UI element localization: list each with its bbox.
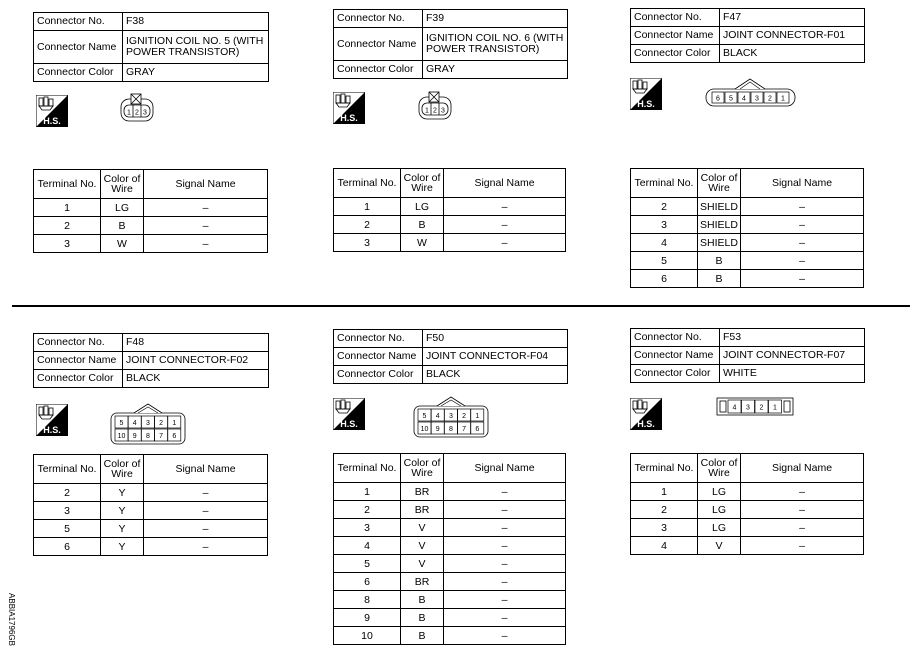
terminal-no-cell: 1 xyxy=(34,199,101,217)
connector-no-label: Connector No. xyxy=(334,10,423,28)
terminal-no-cell: 5 xyxy=(34,520,101,538)
pin-label: 4 xyxy=(132,420,137,427)
terminal-no-header: Terminal No. xyxy=(631,169,698,198)
connector-name-value: IGNITION COIL NO. 5 (WITH POWER TRANSISTOR) xyxy=(123,31,269,64)
connector-color-value: BLACK xyxy=(423,366,568,384)
signal-name-cell: – xyxy=(444,483,566,501)
table-row xyxy=(631,270,864,288)
terminal-no-cell: 2 xyxy=(334,501,401,519)
section-divider xyxy=(12,305,910,307)
pin-label: 5 xyxy=(119,420,124,427)
svg-text:H.S.: H.S. xyxy=(43,116,61,126)
pin-label: 3 xyxy=(755,95,759,103)
wire-color-cell: V xyxy=(401,537,444,555)
pin-label: 1 xyxy=(781,95,785,103)
signal-name-cell: – xyxy=(444,555,566,573)
table-row xyxy=(631,234,864,252)
wire-color-cell: W xyxy=(401,234,444,252)
connector-name-value: JOINT CONNECTOR-F07 xyxy=(720,347,865,365)
color-of-wire-header: Color of Wire xyxy=(101,455,144,484)
table-row xyxy=(34,502,268,520)
signal-name-cell: – xyxy=(444,573,566,591)
wire-color-cell: Y xyxy=(101,484,144,502)
pin-label: 1 xyxy=(172,420,177,427)
connector-name-value: JOINT CONNECTOR-F02 xyxy=(123,352,269,370)
wire-color-cell: V xyxy=(698,537,741,555)
wire-color-cell: B xyxy=(698,252,741,270)
table-row xyxy=(631,537,864,555)
connector-name-label: Connector Name xyxy=(34,352,123,370)
connector-color-label: Connector Color xyxy=(334,366,423,384)
wire-color-cell: SHIELD xyxy=(698,216,741,234)
connector-name-label: Connector Name xyxy=(334,28,423,61)
signal-name-header: Signal Name xyxy=(444,169,566,198)
table-row xyxy=(334,483,566,501)
connector-face-diagram xyxy=(418,91,452,121)
connector-color-value: BLACK xyxy=(123,370,269,388)
terminal-no-header: Terminal No. xyxy=(631,454,698,483)
table-row xyxy=(34,199,268,217)
signal-name-cell: – xyxy=(444,519,566,537)
table-row xyxy=(34,484,268,502)
signal-name-cell: – xyxy=(444,216,566,234)
pin-label: 10 xyxy=(420,426,429,433)
terminal-no-cell: 2 xyxy=(631,501,698,519)
connector-name-label: Connector Name xyxy=(631,347,720,365)
pin-label: 8 xyxy=(145,433,150,440)
pin-label: 2 xyxy=(759,404,764,412)
signal-name-cell: – xyxy=(741,234,864,252)
connector-name-value: IGNITION COIL NO. 6 (WITH POWER TRANSISTOR) xyxy=(423,28,568,61)
terminal-no-cell: 5 xyxy=(334,555,401,573)
pin-label: 1 xyxy=(127,109,131,117)
harness-side-icon xyxy=(630,398,662,430)
pin-label: 2 xyxy=(135,109,139,117)
signal-name-cell: – xyxy=(144,538,268,556)
table-row xyxy=(334,537,566,555)
signal-name-header: Signal Name xyxy=(444,454,566,483)
connector-no-value: F39 xyxy=(423,10,568,28)
connector-face-diagram xyxy=(705,77,797,107)
wire-color-cell: LG xyxy=(401,198,444,216)
connector-face-diagram xyxy=(110,403,186,445)
terminal-no-cell: 1 xyxy=(334,483,401,501)
signal-name-header: Signal Name xyxy=(741,169,864,198)
terminal-no-cell: 4 xyxy=(334,537,401,555)
pin-label: 3 xyxy=(145,420,150,427)
terminal-no-cell: 3 xyxy=(334,519,401,537)
table-row xyxy=(34,235,268,253)
terminal-no-cell: 6 xyxy=(631,270,698,288)
svg-text:H.S.: H.S. xyxy=(340,113,358,123)
wire-color-cell: B xyxy=(401,216,444,234)
signal-name-cell: – xyxy=(144,484,268,502)
pin-label: 5 xyxy=(422,413,427,420)
terminal-no-cell: 3 xyxy=(34,502,101,520)
table-row xyxy=(34,217,268,235)
table-row xyxy=(34,538,268,556)
connector-color-label: Connector Color xyxy=(334,61,423,79)
table-row xyxy=(334,216,566,234)
figure-code: ABBIA1796GB xyxy=(6,593,16,646)
signal-name-cell: – xyxy=(741,216,864,234)
pin-label: 7 xyxy=(462,426,467,433)
table-row xyxy=(334,501,566,519)
signal-name-header: Signal Name xyxy=(144,455,268,484)
signal-name-cell: – xyxy=(144,217,268,235)
terminal-no-cell: 1 xyxy=(631,483,698,501)
connector-info-table xyxy=(33,12,269,82)
pin-label: 5 xyxy=(729,95,733,103)
terminal-no-cell: 2 xyxy=(34,217,101,235)
pin-label: 4 xyxy=(732,404,737,412)
connector-color-label: Connector Color xyxy=(631,45,720,63)
connector-no-label: Connector No. xyxy=(631,329,720,347)
connector-color-value: WHITE xyxy=(720,365,865,383)
table-row xyxy=(334,198,566,216)
wire-color-cell: B xyxy=(401,591,444,609)
pin-label: 7 xyxy=(159,433,164,440)
connector-no-value: F47 xyxy=(720,9,865,27)
signal-name-cell: – xyxy=(444,501,566,519)
pin-label: 2 xyxy=(462,413,467,420)
connector-color-label: Connector Color xyxy=(34,64,123,82)
signal-name-cell: – xyxy=(444,234,566,252)
table-row xyxy=(334,609,566,627)
connector-face-diagram xyxy=(120,93,154,123)
color-of-wire-header: Color of Wire xyxy=(401,454,444,483)
pin-label: 10 xyxy=(117,433,126,440)
wire-color-cell: Y xyxy=(101,520,144,538)
terminal-no-cell: 6 xyxy=(334,573,401,591)
connector-color-value: GRAY xyxy=(423,61,568,79)
terminal-no-cell: 5 xyxy=(631,252,698,270)
connector-color-value: BLACK xyxy=(720,45,865,63)
harness-side-icon xyxy=(36,95,68,127)
table-row xyxy=(631,216,864,234)
signal-name-cell: – xyxy=(741,483,864,501)
connector-color-label: Connector Color xyxy=(631,365,720,383)
signal-name-cell: – xyxy=(144,502,268,520)
terminal-table xyxy=(33,454,268,556)
terminal-table xyxy=(333,168,566,252)
wire-color-cell: LG xyxy=(698,483,741,501)
connector-info-table xyxy=(333,329,568,384)
terminal-no-cell: 8 xyxy=(334,591,401,609)
table-row xyxy=(334,519,566,537)
table-row xyxy=(631,501,864,519)
pin-label: 6 xyxy=(172,433,177,440)
pin-label: 1 xyxy=(425,107,429,115)
table-row xyxy=(334,627,566,645)
signal-name-header: Signal Name xyxy=(144,170,268,199)
connector-color-value: GRAY xyxy=(123,64,269,82)
connector-no-value: F48 xyxy=(123,334,269,352)
pin-label: 8 xyxy=(448,426,453,433)
terminal-no-cell: 3 xyxy=(631,519,698,537)
color-of-wire-header: Color of Wire xyxy=(401,169,444,198)
signal-name-cell: – xyxy=(741,270,864,288)
signal-name-cell: – xyxy=(444,627,566,645)
terminal-no-cell: 3 xyxy=(34,235,101,253)
wire-color-cell: W xyxy=(101,235,144,253)
wire-color-cell: V xyxy=(401,519,444,537)
signal-name-cell: – xyxy=(444,537,566,555)
connector-no-value: F50 xyxy=(423,330,568,348)
connector-no-label: Connector No. xyxy=(631,9,720,27)
pin-label: 9 xyxy=(435,426,440,433)
wire-color-cell: LG xyxy=(698,501,741,519)
terminal-table xyxy=(333,453,566,645)
wire-color-cell: Y xyxy=(101,538,144,556)
signal-name-cell: – xyxy=(144,520,268,538)
terminal-no-header: Terminal No. xyxy=(34,455,101,484)
terminal-no-cell: 6 xyxy=(34,538,101,556)
connector-name-label: Connector Name xyxy=(34,31,123,64)
signal-name-cell: – xyxy=(444,198,566,216)
terminal-no-cell: 2 xyxy=(34,484,101,502)
table-row xyxy=(631,198,864,216)
wire-color-cell: BR xyxy=(401,501,444,519)
table-row xyxy=(334,573,566,591)
signal-name-cell: – xyxy=(741,519,864,537)
signal-name-header: Signal Name xyxy=(741,454,864,483)
signal-name-cell: – xyxy=(144,235,268,253)
harness-side-icon xyxy=(333,92,365,124)
terminal-no-header: Terminal No. xyxy=(334,454,401,483)
pin-label: 2 xyxy=(433,107,437,115)
pin-label: 1 xyxy=(475,413,480,420)
pin-label: 3 xyxy=(441,107,445,115)
wire-color-cell: B xyxy=(401,609,444,627)
connector-name-label: Connector Name xyxy=(631,27,720,45)
pin-label: 3 xyxy=(746,404,750,412)
table-row xyxy=(334,555,566,573)
wire-color-cell: SHIELD xyxy=(698,234,741,252)
terminal-no-cell: 4 xyxy=(631,234,698,252)
wire-color-cell: Y xyxy=(101,502,144,520)
pin-label: 4 xyxy=(742,95,746,103)
connector-no-value: F38 xyxy=(123,13,269,31)
terminal-no-cell: 3 xyxy=(631,216,698,234)
pin-label: 4 xyxy=(435,413,440,420)
pin-label: 6 xyxy=(716,95,720,103)
signal-name-cell: – xyxy=(741,501,864,519)
table-row xyxy=(631,483,864,501)
connector-no-label: Connector No. xyxy=(34,334,123,352)
pin-label: 3 xyxy=(143,109,147,117)
wire-color-cell: BR xyxy=(401,573,444,591)
harness-side-icon xyxy=(36,404,68,436)
connector-info-table xyxy=(630,8,865,63)
connector-no-label: Connector No. xyxy=(334,330,423,348)
color-of-wire-header: Color of Wire xyxy=(698,169,741,198)
signal-name-cell: – xyxy=(741,198,864,216)
terminal-no-header: Terminal No. xyxy=(334,169,401,198)
terminal-table xyxy=(630,168,864,288)
table-row xyxy=(631,252,864,270)
wire-color-cell: SHIELD xyxy=(698,198,741,216)
terminal-no-cell: 2 xyxy=(631,198,698,216)
wire-color-cell: V xyxy=(401,555,444,573)
terminal-no-header: Terminal No. xyxy=(34,170,101,199)
table-row xyxy=(334,234,566,252)
table-row xyxy=(334,591,566,609)
svg-text:H.S.: H.S. xyxy=(637,99,655,109)
connector-face-diagram xyxy=(413,396,489,438)
terminal-no-cell: 9 xyxy=(334,609,401,627)
svg-text:H.S.: H.S. xyxy=(43,425,61,435)
connector-no-value: F53 xyxy=(720,329,865,347)
color-of-wire-header: Color of Wire xyxy=(698,454,741,483)
pin-label: 9 xyxy=(132,433,137,440)
wire-color-cell: B xyxy=(101,217,144,235)
terminal-table xyxy=(33,169,268,253)
signal-name-cell: – xyxy=(741,537,864,555)
signal-name-cell: – xyxy=(741,252,864,270)
connector-face-diagram xyxy=(716,397,794,417)
pin-label: 6 xyxy=(475,426,480,433)
connector-no-label: Connector No. xyxy=(34,13,123,31)
connector-name-value: JOINT CONNECTOR-F01 xyxy=(720,27,865,45)
pin-label: 3 xyxy=(448,413,453,420)
wire-color-cell: B xyxy=(698,270,741,288)
signal-name-cell: – xyxy=(144,199,268,217)
svg-text:H.S.: H.S. xyxy=(637,419,655,429)
connector-info-table xyxy=(630,328,865,383)
signal-name-cell: – xyxy=(444,591,566,609)
wire-color-cell: LG xyxy=(698,519,741,537)
connector-info-table xyxy=(33,333,269,388)
harness-side-icon xyxy=(630,78,662,110)
harness-side-icon xyxy=(333,398,365,430)
table-row xyxy=(631,519,864,537)
pin-label: 2 xyxy=(159,420,164,427)
pin-label: 2 xyxy=(768,95,772,103)
wire-color-cell: B xyxy=(401,627,444,645)
terminal-no-cell: 1 xyxy=(334,198,401,216)
terminal-no-cell: 4 xyxy=(631,537,698,555)
terminal-no-cell: 3 xyxy=(334,234,401,252)
wire-color-cell: LG xyxy=(101,199,144,217)
svg-text:H.S.: H.S. xyxy=(340,419,358,429)
terminal-no-cell: 2 xyxy=(334,216,401,234)
signal-name-cell: – xyxy=(444,609,566,627)
wire-color-cell: BR xyxy=(401,483,444,501)
connector-info-table xyxy=(333,9,568,79)
table-row xyxy=(34,520,268,538)
connector-name-value: JOINT CONNECTOR-F04 xyxy=(423,348,568,366)
terminal-no-cell: 10 xyxy=(334,627,401,645)
connector-color-label: Connector Color xyxy=(34,370,123,388)
color-of-wire-header: Color of Wire xyxy=(101,170,144,199)
pin-label: 1 xyxy=(773,404,777,412)
terminal-table xyxy=(630,453,864,555)
connector-name-label: Connector Name xyxy=(334,348,423,366)
